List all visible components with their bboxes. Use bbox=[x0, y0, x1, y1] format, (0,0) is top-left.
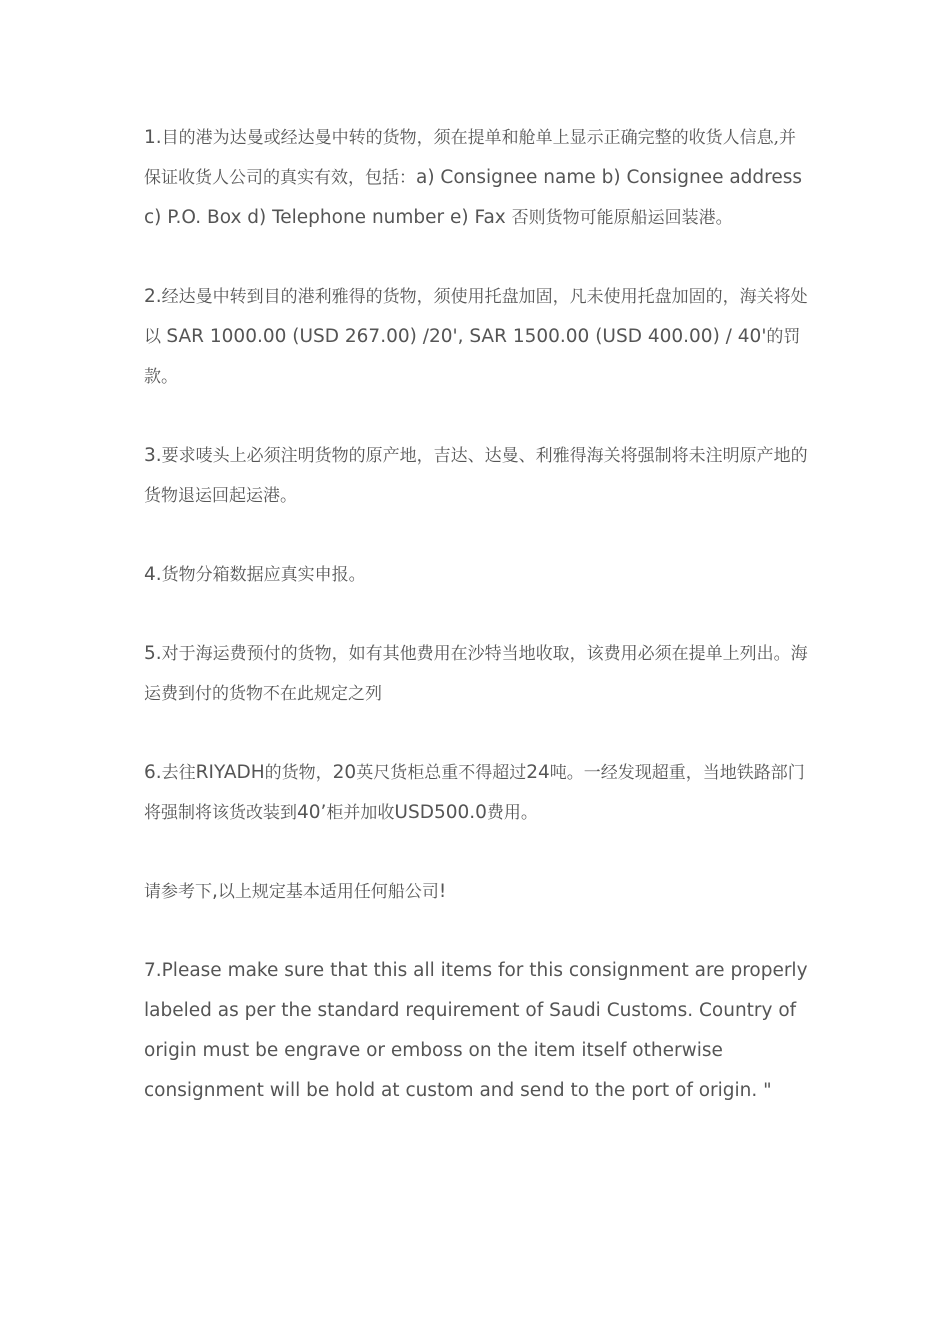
text-segment: 去往 bbox=[161, 763, 196, 783]
text-segment: SAR 1500.00 (USD 400.00) / 40' bbox=[469, 326, 767, 347]
text-segment: 费用。 bbox=[486, 803, 538, 823]
paragraph-4 bbox=[144, 555, 808, 595]
text-segment: 的货物， bbox=[264, 763, 333, 783]
text-segment: 要求唛头上必须注明货物的原产地，吉达、达曼、利雅得海关将强制将未注明原产地的货物退运回起运港。 bbox=[144, 446, 808, 506]
text-segment: ! bbox=[438, 881, 447, 902]
text-segment: 3. bbox=[144, 445, 162, 466]
paragraph-6 bbox=[144, 753, 808, 833]
text-segment: 的罚款。 bbox=[144, 327, 801, 387]
text-segment: 货物分箱数据应真实申报。 bbox=[161, 565, 366, 585]
text-segment: 24 bbox=[526, 762, 550, 783]
text-segment: RIYADH bbox=[195, 762, 265, 783]
text-segment: SAR 1000.00 (USD 267.00) /20', bbox=[166, 326, 470, 347]
text-segment: 40’ bbox=[297, 802, 327, 823]
text-segment: 经达曼中转到目的港利雅得的货物，须使用托盘加固，凡未使用托盘加固的，海关将处以 bbox=[144, 287, 808, 347]
text-segment: 5. bbox=[144, 643, 162, 664]
text-segment: USD500.0 bbox=[394, 802, 487, 823]
paragraph-note bbox=[144, 872, 808, 912]
text-segment: 6. bbox=[144, 762, 162, 783]
document-body bbox=[144, 118, 808, 1150]
text-segment: 7.Please make sure that this all items for this consignment are properly labeled as per the standard requirement of Saudi Customs. Country of origin must be engrave or emboss on the item itself otherwise consignment will be hold at custom and send to the port of origin. " bbox=[144, 960, 808, 1101]
text-segment: 柜并加收 bbox=[326, 803, 395, 823]
text-segment: 对于海运费预付的货物，如有其他费用在沙特当地收取，该费用必须在提单上列出。海运费到付的货物不在此规定之列 bbox=[144, 644, 808, 704]
paragraph-5 bbox=[144, 634, 808, 714]
text-segment: 20 bbox=[332, 762, 357, 783]
text-segment: 目的港为达曼或经达曼中转的货物，须在提单和舱单上显示正确完整的收货人信息,并保证收货人公司的真实有效，包括： bbox=[144, 128, 797, 188]
text-segment: , bbox=[212, 881, 218, 902]
text-segment: 1. bbox=[144, 127, 162, 148]
text-segment: 英尺货柜总重不得超过 bbox=[356, 763, 527, 783]
paragraph-2 bbox=[144, 277, 808, 397]
text-segment: 请参考下 bbox=[144, 882, 212, 902]
text-segment: 2. bbox=[144, 286, 162, 307]
text-segment: 以上规定基本适用任何船公司 bbox=[217, 882, 439, 902]
paragraph-1 bbox=[144, 118, 808, 238]
paragraph-7 bbox=[144, 951, 808, 1111]
paragraph-3 bbox=[144, 436, 808, 516]
text-segment: a) Consignee name b) Consignee address c) P.O. Box d) Telephone number e) Fax bbox=[144, 167, 803, 228]
text-segment: 否则货物可能原船运回装港。 bbox=[511, 208, 733, 228]
text-segment: 吨。一经发现超重，当地铁路部门将强制将该货改装到 bbox=[144, 763, 805, 823]
text-segment: 4. bbox=[144, 564, 162, 585]
